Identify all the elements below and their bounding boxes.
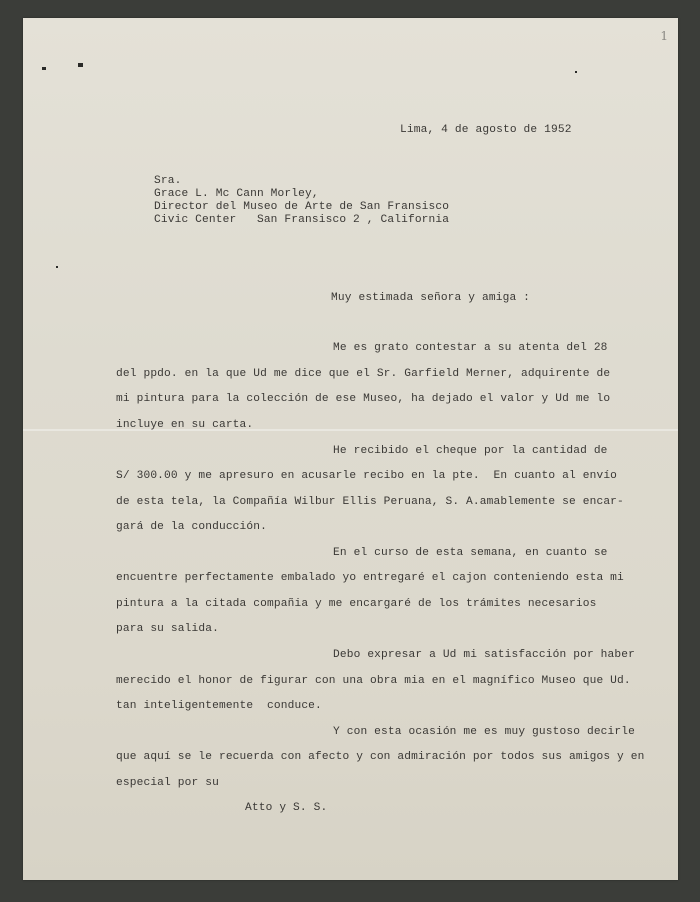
body-line: Debo expresar a Ud mi satisfacción por haber xyxy=(333,649,635,661)
body-line: En el curso de esta semana, en cuanto se xyxy=(333,547,608,559)
body-line: pintura a la citada compañia y me encargaré de los trámites necesarios xyxy=(116,598,597,610)
body-line: mi pintura para la colección de ese Museo, ha dejado el valor y Ud me lo xyxy=(116,393,611,405)
recipient-position: Director del Museo de Arte de San Fransisco xyxy=(154,201,450,213)
body-line: del ppdo. en la que Ud me dice que el Sr. Garfield Merner, adquirente de xyxy=(116,368,611,380)
body-line: merecido el honor de figurar con una obra mia en el magnífico Museo que Ud. xyxy=(116,675,631,687)
body-line: encuentre perfectamente embalado yo entregaré el cajon conteniendo esta mi xyxy=(116,572,624,584)
body-line: Y con esta ocasión me es muy gustoso decirle xyxy=(333,726,635,738)
body-line: incluye en su carta. xyxy=(116,419,254,431)
ink-speck xyxy=(56,266,58,268)
body-line: especial por su xyxy=(116,777,219,789)
page-number-note: 1 xyxy=(660,29,668,43)
ink-speck xyxy=(575,71,577,73)
greeting: Muy estimada señora y amiga : xyxy=(331,292,531,304)
recipient-address: Civic Center San Fransisco 2 , California xyxy=(154,214,450,226)
recipient-title: Sra. xyxy=(154,175,182,187)
closing: Atto y S. S. xyxy=(245,802,328,814)
body-line: S/ 300.00 y me apresuro en acusarle recibo en la pte. En cuanto al envío xyxy=(116,470,618,482)
body-line: He recibido el cheque por la cantidad de xyxy=(333,445,608,457)
body-line: gará de la conducción. xyxy=(116,521,267,533)
body-line: Me es grato contestar a su atenta del 28 xyxy=(333,342,608,354)
body-line: que aquí se le recuerda con afecto y con admiración por todos sus amigos y en xyxy=(116,751,645,763)
date-line: Lima, 4 de agosto de 1952 xyxy=(400,124,572,136)
body-line: tan inteligentemente conduce. xyxy=(116,700,322,712)
body-line: de esta tela, la Compañía Wilbur Ellis Peruana, S. A.amablemente se encar- xyxy=(116,496,624,508)
ink-speck xyxy=(42,67,46,70)
ink-speck xyxy=(78,63,83,67)
body-line: para su salida. xyxy=(116,623,219,635)
recipient-name: Grace L. Mc Cann Morley, xyxy=(154,188,319,200)
letter-page xyxy=(23,18,678,880)
